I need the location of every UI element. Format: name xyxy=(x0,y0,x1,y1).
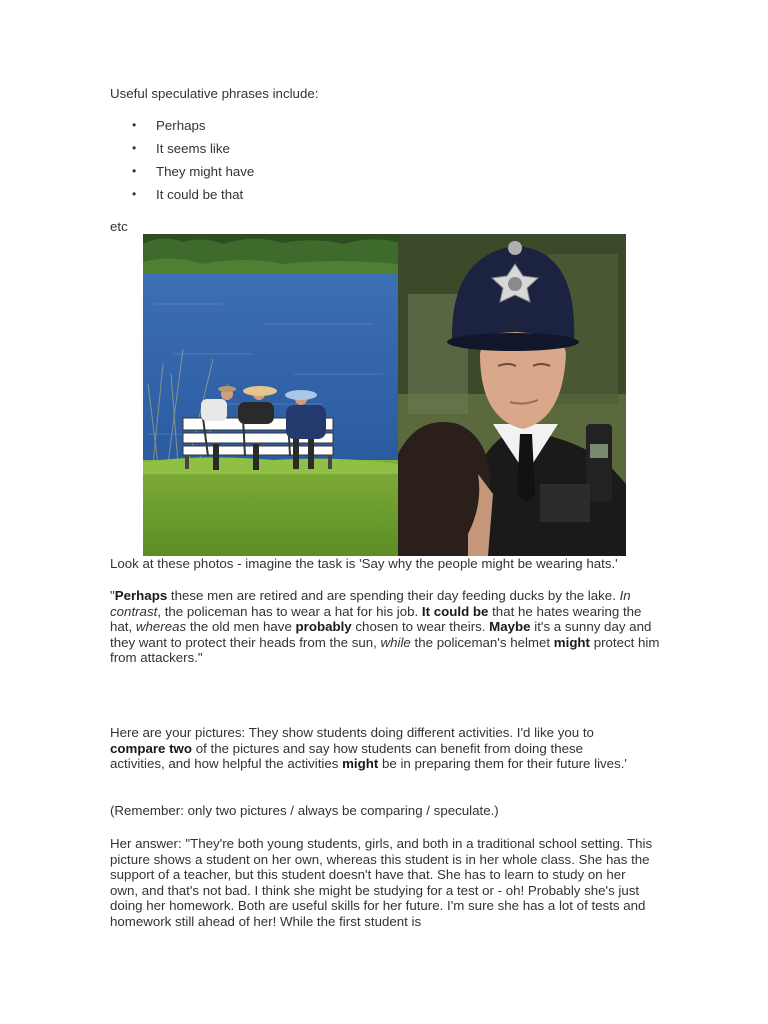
emphasis-word: might xyxy=(342,756,379,771)
example-answer: "Perhaps these men are retired and are spending their day feeding ducks by the lake. In contrast, the policeman has to wear a hat for his job. It could be that he hates wearing the hat, whereas the old men have probably chosen to wear theirs. Maybe it's a sunny day and they want to protect their heads from the sun, while the policeman's helmet might protect him from attackers." xyxy=(110,588,660,665)
list-item: • Perhaps xyxy=(110,114,254,137)
speculative-word: Perhaps xyxy=(114,588,168,603)
list-item: • It could be that xyxy=(110,183,254,206)
lake-bench-photo xyxy=(143,234,398,556)
speculative-word: It could be xyxy=(421,603,489,619)
her-answer: Her answer: "They're both young students, girls, and both in a traditional school setting. This picture shows a student on her own, whereas this student is in her whole class. She has the support of a teacher, but this student doesn't have that. She has to learn to study on her own, and that's not bad. I think she might be studying for a test or - oh! Probably she's just doing her homework. Both are useful skills for her future. I'm sure she has a lot of tests and homework still ahead of her! While the first student is xyxy=(110,836,653,929)
task-instruction: Look at these photos - imagine the task is 'Say why the people might be wearing hats.' xyxy=(110,556,618,571)
etc-text: etc xyxy=(110,219,128,234)
task-two-instruction: Here are your pictures: They show students doing different activities. I'd like you to compare two of the pictures and say how students can benefit from doing these activities, and how helpful the activities might be in preparing them for their future lives.' xyxy=(110,725,627,771)
intro-heading: Useful speculative phrases include: xyxy=(110,86,319,101)
speculative-word: Maybe xyxy=(489,619,531,634)
list-item: • It seems like xyxy=(110,137,254,160)
reminder-note: (Remember: only two pictures / always be comparing / speculate.) xyxy=(110,803,499,818)
list-item: • They might have xyxy=(110,160,254,183)
phrase-list xyxy=(110,114,254,206)
speculative-word: might xyxy=(553,634,590,650)
policeman-photo xyxy=(398,234,626,556)
emphasis-word: compare two xyxy=(110,740,193,756)
speculative-word: probably xyxy=(295,619,352,634)
